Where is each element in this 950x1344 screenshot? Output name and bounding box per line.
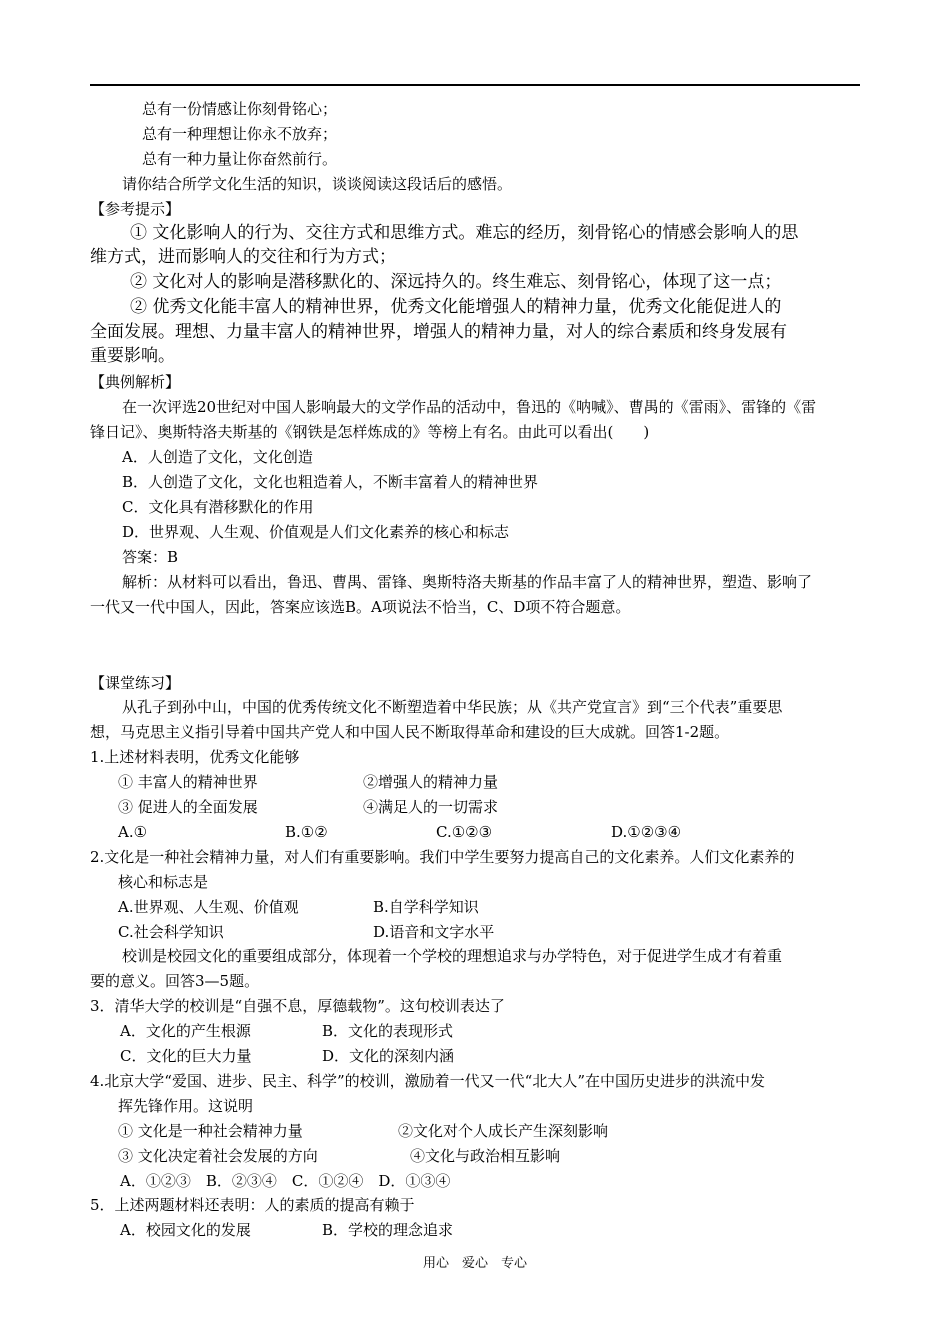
hint-paragraph-3-end: 重要影响。	[90, 346, 175, 366]
hint-paragraph-1-cont: 维方式，进而影响人的交往和行为方式；	[90, 247, 396, 267]
hint-paragraph-3: ② 优秀文化能丰富人的精神世界，优秀文化能增强人的精神力量，优秀文化能促进人的	[130, 297, 782, 317]
q5-option-b: B．学校的理念追求	[322, 1221, 454, 1239]
hint-paragraph-1: ① 文化影响人的行为、交往方式和思维方式。难忘的经历，刻骨铭心的情感会影响人的思	[130, 223, 799, 243]
q4-statement-3: ③ 文化决定着社会发展的方向	[118, 1147, 318, 1165]
poem-line-2: 总有一种理想让你永不放弃；	[142, 125, 338, 143]
practice-material-2: 校训是校园文化的重要组成部分，体现着一个学校的理想追求与办学特色，对于促进学生成才有着重	[122, 947, 783, 965]
practice-heading: 【课堂练习】	[90, 674, 181, 692]
q3-option-a: A．文化的产生根源	[120, 1022, 251, 1040]
q2-option-d: D.语音和文字水平	[373, 923, 495, 941]
q1-option-d: D.①②③④	[611, 823, 682, 841]
example-heading: 【典例解析】	[90, 373, 181, 391]
q3-option-c: C．文化的巨大力量	[120, 1047, 252, 1065]
q1-statement-1: ① 丰富人的精神世界	[118, 773, 258, 791]
header-rule	[90, 84, 860, 86]
example-option-a: A．人创造了文化，文化创造	[122, 448, 313, 466]
hint-heading: 【参考提示】	[90, 200, 181, 218]
example-stem: 在一次评选20世纪对中国人影响最大的文学作品的活动中，鲁迅的《呐喊》、曹禺的《雷雨》、雷锋的《雷	[122, 398, 817, 416]
q1-stem: 1.上述材料表明，优秀文化能够	[90, 748, 300, 766]
hint-paragraph-3-cont: 全面发展。理想、力量丰富人的精神世界，增强人的精神力量，对人的综合素质和终身发展有	[90, 322, 787, 342]
poem-line-1: 总有一份情感让你刻骨铭心；	[142, 100, 338, 118]
q1-option-b: B.①②	[285, 823, 328, 841]
practice-material-2-cont: 要的意义。回答3—5题。	[90, 972, 260, 990]
q4-statement-1: ① 文化是一种社会精神力量	[118, 1122, 303, 1140]
q4-options: A．①②③ B．②③④ C．①②④ D．①③④	[120, 1172, 451, 1190]
example-stem-cont: 锋日记》、奥斯特洛夫斯基的《钢铁是怎样炼成的》等榜上有名。由此可以看出( )	[90, 423, 650, 441]
q5-option-a: A．校园文化的发展	[120, 1221, 251, 1239]
q1-statement-4: ④满足人的一切需求	[363, 798, 499, 816]
q1-statement-3: ③ 促进人的全面发展	[118, 798, 258, 816]
poem-question: 请你结合所学文化生活的知识，谈谈阅读这段话后的感悟。	[122, 175, 513, 193]
poem-line-3: 总有一种力量让你奋然前行。	[142, 150, 338, 168]
q4-stem: 4.北京大学“爱国、进步、民主、科学”的校训，激励着一代又一代“北大人”在中国历史进步的洪流中发	[90, 1072, 765, 1090]
q1-option-c: C.①②③	[436, 823, 493, 841]
q2-option-a: A.世界观、人生观、价值观	[118, 898, 299, 916]
example-analysis: 解析：从材料可以看出，鲁迅、曹禺、雷锋、奥斯特洛夫斯基的作品丰富了人的精神世界，塑造、影响了	[122, 573, 813, 591]
q1-statement-2: ②增强人的精神力量	[363, 773, 499, 791]
example-option-d: D．世界观、人生观、价值观是人们文化素养的核心和标志	[122, 523, 510, 541]
q4-stem-cont: 挥先锋作用。这说明	[118, 1097, 254, 1115]
page-footer: 用心 爱心 专心	[422, 1256, 527, 1271]
hint-paragraph-2: ② 文化对人的影响是潜移默化的、深远持久的。终生难忘、刻骨铭心，体现了这一点；	[130, 272, 782, 292]
q3-stem: 3．清华大学的校训是“自强不息，厚德载物”。这句校训表达了	[90, 997, 505, 1015]
q2-option-b: B.自学科学知识	[373, 898, 479, 916]
q2-stem-cont: 核心和标志是	[118, 873, 209, 891]
q3-option-b: B．文化的表现形式	[322, 1022, 454, 1040]
q3-option-d: D．文化的深刻内涵	[322, 1047, 455, 1065]
example-option-c: C．文化具有潜移默化的作用	[122, 498, 314, 516]
q1-option-a: A.①	[118, 823, 148, 841]
practice-material: 从孔子到孙中山，中国的优秀传统文化不断塑造着中华民族；从《共产党宣言》到“三个代表”重要思	[122, 698, 783, 716]
q5-stem: 5．上述两题材料还表明：人的素质的提高有赖于	[90, 1196, 415, 1214]
example-option-b: B．人创造了文化，文化也粗造着人，不断丰富着人的精神世界	[122, 473, 539, 491]
q4-statement-4: ④文化与政治相互影响	[410, 1147, 561, 1165]
q2-option-c: C.社会科学知识	[118, 923, 224, 941]
q2-stem: 2.文化是一种社会精神力量，对人们有重要影响。我们中学生要努力提高自己的文化素养。人们文化素养的	[90, 848, 795, 866]
q4-statement-2: ②文化对个人成长产生深刻影响	[398, 1122, 609, 1140]
practice-material-cont: 想，马克思主义指引导着中国共产党人和中国人民不断取得革命和建设的巨大成就。回答1-2题。	[90, 723, 730, 741]
example-analysis-cont: 一代又一代中国人，因此，答案应该选B。A项说法不恰当，C、D项不符合题意。	[90, 598, 631, 616]
example-answer: 答案：B	[122, 548, 179, 566]
